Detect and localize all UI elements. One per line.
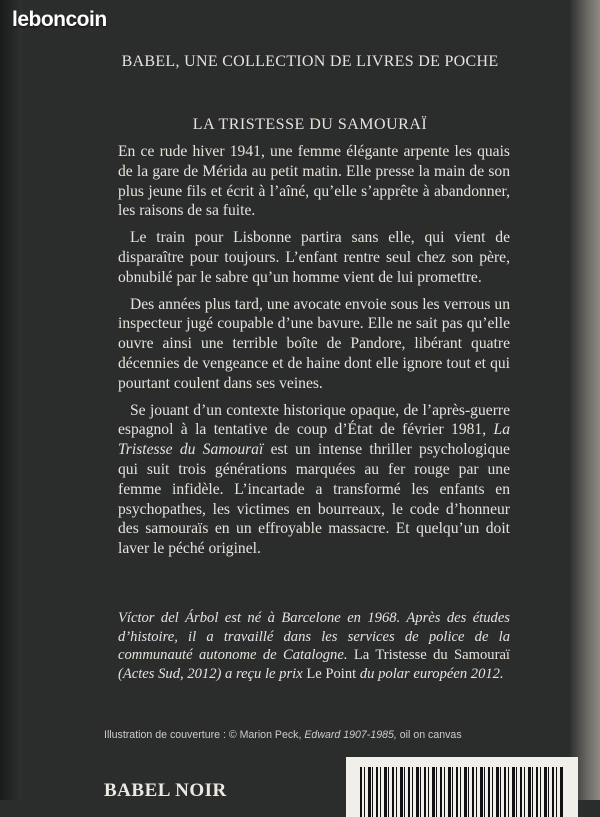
back-cover-blurb (118, 142, 510, 566)
book-title: LA TRISTESSE DU SAMOURAÏ (192, 116, 428, 133)
author-bio (118, 609, 510, 683)
imprint-logo: BABEL NOIR (104, 780, 227, 801)
blurb-paragraph-4 (118, 401, 510, 559)
credit-work: Edward 1907-1985, (304, 729, 397, 741)
collection-heading: BABEL, UNE COLLECTION DE LIVRES DE POCHE (121, 53, 499, 70)
barcode-bars (360, 767, 564, 817)
blurb-paragraph-1: En ce rude hiver 1941, une femme élégante arpente les quais de la gare de Mérida au petit matin. Elle presse la main de son plus jeune fils et écrit à l’aîné, qu’elle s’apprête à abandonner, les raisons de sa fuite. (118, 143, 510, 220)
credit-suffix: oil on canvas (399, 729, 462, 741)
author-bio-title: La Tristesse du Samouraï (353, 647, 510, 664)
author-bio-end: du polar européen 2012. (359, 665, 504, 682)
author-bio-start: Víctor del Árbol est né à Barcelone en 1968. Après des études d’histoire, il a travaillé dans les services de police de la communauté autonome de Catalogne. (118, 610, 510, 664)
blurb-paragraph-2: Le train pour Lisbonne partira sans elle, qui vient de disparaître pour toujours. L’enfant rentre seul chez son père, obnubilé par le sabre qu’un homme vient de lui promettre. (118, 229, 510, 286)
credit-prefix: Illustration de couverture : © Marion Peck, (104, 729, 302, 741)
author-bio-publisher: (Actes Sud, 2012) a reçu le prix (118, 665, 303, 682)
blurb-p4-end: est un intense thriller psychologique qui suit trois générations marquées au fer rouge par une femme infidèle. L’incartade a transformé les enfants en psychopathes, les victimes en bourreaux, le code d’honneur des samouraïs en un effroyable massacre. Et quelqu’un doit laver le péché originel. (118, 441, 510, 558)
illustration-credit (104, 729, 524, 741)
cover-left-edge (0, 0, 22, 800)
barcode (346, 757, 578, 817)
leboncoin-watermark: leboncoin (12, 8, 107, 31)
blurb-paragraph-3: Des années plus tard, une avocate envoie sous les verrous un inspecteur jugé coupable d’une bavure. Elle ne sait pas qu’elle ouvre ainsi une terrible boîte de Pandore, libérant quatre décennies de vengeance et de haine dont elle ignore tout et qui pourtant coulent dans ses veines. (118, 295, 510, 392)
blurb-p4-title: La Tristesse du Samouraï (118, 421, 510, 459)
blurb-p4-start: Se jouant d’un contexte historique opaque, de l’après-guerre espagnol à la tentative de coup d’État de février 1981, (118, 401, 510, 439)
author-bio-prize: Le Point (306, 665, 357, 682)
